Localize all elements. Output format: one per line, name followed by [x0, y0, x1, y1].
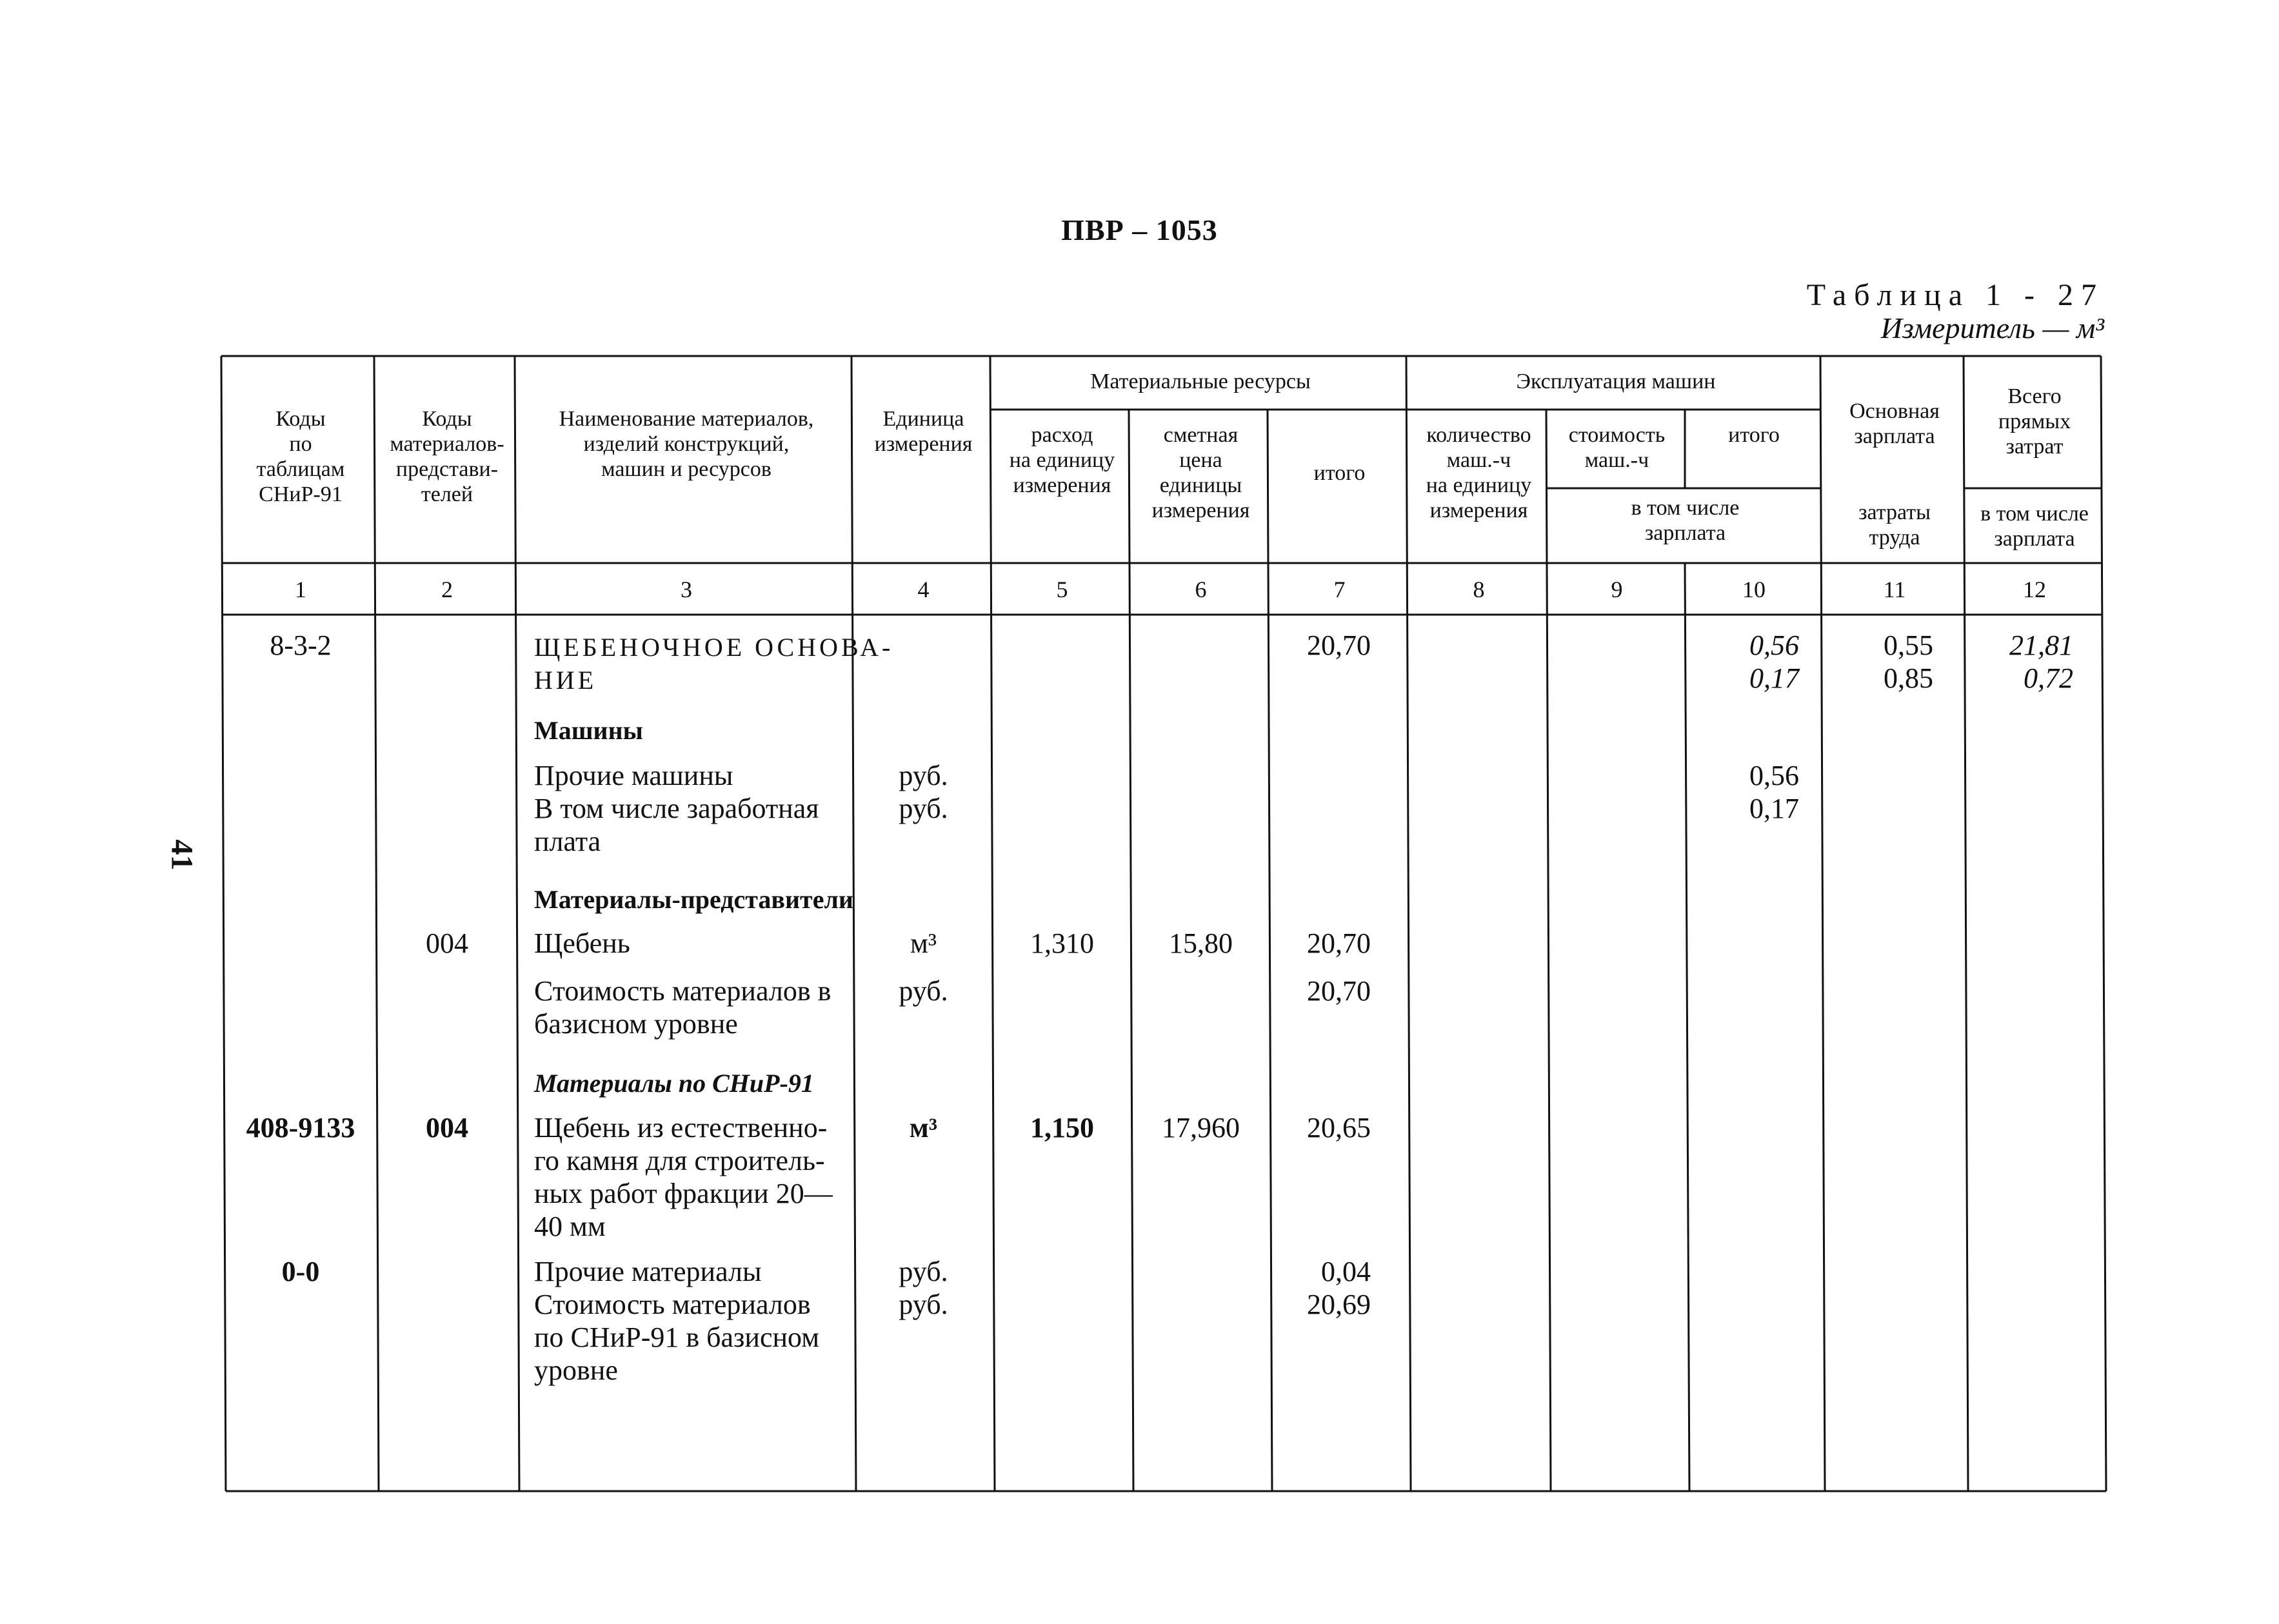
- column-number: 10: [1742, 577, 1766, 602]
- row-consumption: 1,310: [1030, 927, 1094, 959]
- column-number: 7: [1333, 577, 1346, 602]
- row-consumption: 1,150: [1030, 1112, 1094, 1144]
- header-unit: Единица измерения: [874, 407, 973, 456]
- table-label: Таблица 1 - 27: [1806, 278, 2104, 312]
- column-number: 3: [681, 577, 692, 602]
- header-machine-total: итого: [1728, 423, 1780, 447]
- header-total-including-salary: в том числе зарплата: [1980, 502, 2089, 551]
- header-consumption: расход на единицу измерения: [1009, 423, 1115, 497]
- header-including-salary: в том числе зарплата: [1631, 496, 1740, 545]
- column-number: 6: [1195, 577, 1207, 602]
- row-name: Щебень из естественно- го камня для строитель- ных работ фракции 20— 40 мм: [534, 1112, 833, 1242]
- row-material-total: 20,70: [1307, 927, 1371, 959]
- row-price: 17,960: [1162, 1112, 1240, 1144]
- row-name: Щебень: [534, 927, 630, 959]
- row-machine-total: 0,56 0,17: [1749, 629, 1799, 694]
- document-title: ПВР – 1053: [1061, 213, 1218, 246]
- header-representative-codes: Коды материалов- представи- телей: [390, 407, 504, 506]
- header-item-name: Наименование материалов, изделий конструкций, машин и ресурсов: [559, 407, 814, 481]
- column-number: 1: [295, 577, 306, 602]
- row-unit: руб.: [899, 975, 948, 1007]
- row-unit: м³: [909, 1112, 938, 1144]
- column-number: 2: [441, 577, 453, 602]
- row-material-total: 0,04 20,69: [1307, 1256, 1371, 1320]
- section-snir-materials: Материалы по СНиР-91: [534, 1069, 814, 1098]
- row-code: 0-0: [281, 1256, 320, 1287]
- row-unit: руб. руб.: [899, 1256, 948, 1320]
- header-labor-costs: затраты труда: [1858, 500, 1931, 550]
- section-representative-materials: Материалы-представители: [534, 885, 853, 914]
- row-unit: руб. руб.: [899, 760, 948, 824]
- measure-label: Измеритель — м³: [1880, 312, 2104, 344]
- header-total-direct-costs: Всего прямых затрат: [1998, 384, 2071, 459]
- column-number: 9: [1611, 577, 1623, 602]
- row-unit: м³: [910, 927, 937, 959]
- row-representative-code: 004: [426, 927, 468, 959]
- row-all-direct-costs: 21,81 0,72: [2009, 629, 2073, 694]
- row-name: Прочие машины В том числе заработная плата: [534, 760, 819, 857]
- column-number: 5: [1056, 577, 1068, 602]
- header-material-total: итого: [1313, 461, 1366, 485]
- header-machine-hours: количество маш.-ч на единицу измерения: [1426, 423, 1532, 522]
- row-representative-code: 004: [426, 1112, 468, 1144]
- row-material-total: 20,70: [1307, 629, 1371, 661]
- header-table-codes: Коды по таблицам СНиР-91: [256, 407, 345, 506]
- header-material-resources: Материальные ресурсы: [1090, 370, 1311, 393]
- row-name: Прочие материалы Стоимость материалов по СНиР-91 в базисном уровне: [534, 1256, 820, 1386]
- column-number: 4: [917, 577, 930, 602]
- header-machine-hour-cost: стоимость маш.-ч: [1568, 423, 1666, 472]
- header-estimated-price: сметная цена единицы измерения: [1151, 423, 1250, 522]
- header-machine-operation: Эксплуатация машин: [1516, 370, 1716, 393]
- row-material-total: 20,70: [1307, 975, 1371, 1007]
- section-machines: Машины: [534, 716, 643, 745]
- row-base-salary: 0,55 0,85: [1884, 629, 1933, 694]
- row-machine-total: 0,56 0,17: [1749, 760, 1799, 824]
- row-code: 408-9133: [246, 1112, 355, 1144]
- row-name: Стоимость материалов в базисном уровне: [534, 975, 831, 1040]
- row-code: 8-3-2: [270, 629, 332, 661]
- column-number: 12: [2023, 577, 2046, 602]
- row-price: 15,80: [1169, 927, 1233, 959]
- page-number: 41: [164, 839, 199, 871]
- header-base-salary: Основная зарплата: [1849, 399, 1940, 448]
- column-number: 11: [1883, 577, 1906, 602]
- row-name: ЩЕБЕНОЧНОЕ ОСНОВА- НИЕ: [534, 633, 894, 695]
- row-material-total: 20,65: [1307, 1112, 1371, 1144]
- column-number: 8: [1473, 577, 1485, 602]
